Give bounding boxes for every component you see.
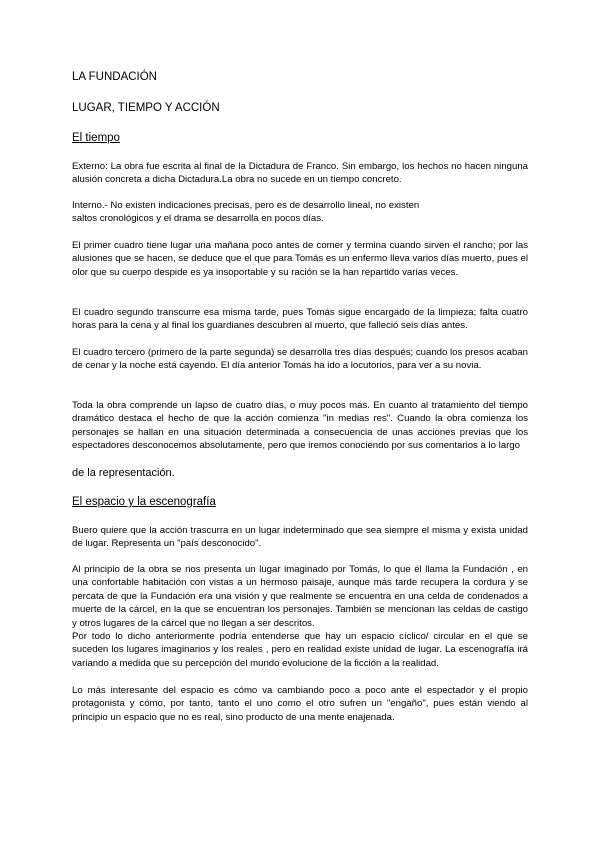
paragraph-external-time: Externo: La obra fue escrita al final de la Dictadura de Franco. Sin embargo, los hechos no hacen ninguna alusión concreta a dicha Dictadura.La obra no sucede en un tiempo concreto. [72,161,528,186]
paragraph-tail: de la representación. [72,467,175,479]
document-title: LA FUNDACIÓN [72,71,157,83]
section-heading-time: El tiempo [72,132,120,144]
paragraph-first-scene: El primer cuadro tiene lugar una mañana poco antes de comer y termina cuando sirven el rancho; por las alusiones que se hacen, se deduce que el que para Tomás es un enfermo lleva varios días muerto, pues el olor que su cuerpo despide es ya insoportable y su ración se la han repartido varias veces. [72,240,528,278]
paragraph-space-intro: Buero quiere que la acción trascurra en un lugar indeterminado que sea siempre el misma y exista unidad de lugar. Representa un "país desconocido". [72,525,528,550]
paragraph-second-scene: El cuadro segundo transcurre esa misma tarde, pues Tomás sigue encargado de la limpieza; falta cuatro horas para la cena y al final los guardianes descubren al muerto, que falleció seis días antes. [72,307,528,332]
paragraph-third-scene: El cuadro tercero (primero de la parte segunda) se desarrolla tres días después; cuando los presos acaban de cenar y la noche está cayendo. El día anterior Tomás ha ido a locutorios, para ver a su novia. [72,347,528,372]
section-heading-space: El espacio y la escenografía [72,496,216,508]
document-subtitle: LUGAR, TIEMPO Y ACCIÓN [72,102,220,114]
paragraph-whole-work: Toda la obra comprende un lapso de cuatro días, o muy pocos más. En cuanto al tratamiento del tiempo dramático destaca el hecho de que la acción comienza "in medias res". Cuando la obra comienza los personajes se hallan en una situación determinada a consecuencia de unas acciones previas que los espectadores desconocemos absolutamente, pero que iremos conociendo por sus comentarios a lo largo [72,400,528,452]
paragraph-internal-time: Interno.- No existen indicaciones precisas, pero es de desarrollo lineal, no existen saltos cronológicos y el drama se desarrolla en pocos días. [72,200,420,225]
paragraph-cyclic-space: Por todo lo dicho anteriormente podría entenderse que hay un espacio cíclico/ circular en el que se suceden los lugares imaginarios y los reales , pero en realidad existe unidad de lugar. La escenografía irá variando a medida que su percepción del mundo evolucione de la ficción a la realidad. [72,631,528,669]
paragraph-space-change: Lo más interesante del espacio es cómo va cambiando poco a poco ante el espectador y el propio protagonista y cómo, por tanto, tanto el uno como el otro sufren un "engaño", pues están viendo al principio un espacio que no es real, sino producto de una mente enajenada. [72,685,528,723]
paragraph-foundation: Al principio de la obra se nos presenta un lugar imaginado por Tomás, lo que él llama la Fundación , en una confortable habitación con vistas a un hermoso paisaje, aunque más tarde recupera la cordura y se percata de que la Fundación era una visión y que realmente se encuentra en una celda de condenados a muerte de la cárcel, en la que se encuentran los personajes. También se mencionan las celdas de castigo y otros lugares de la cárcel que no llegan a ser descritos. [72,564,528,629]
